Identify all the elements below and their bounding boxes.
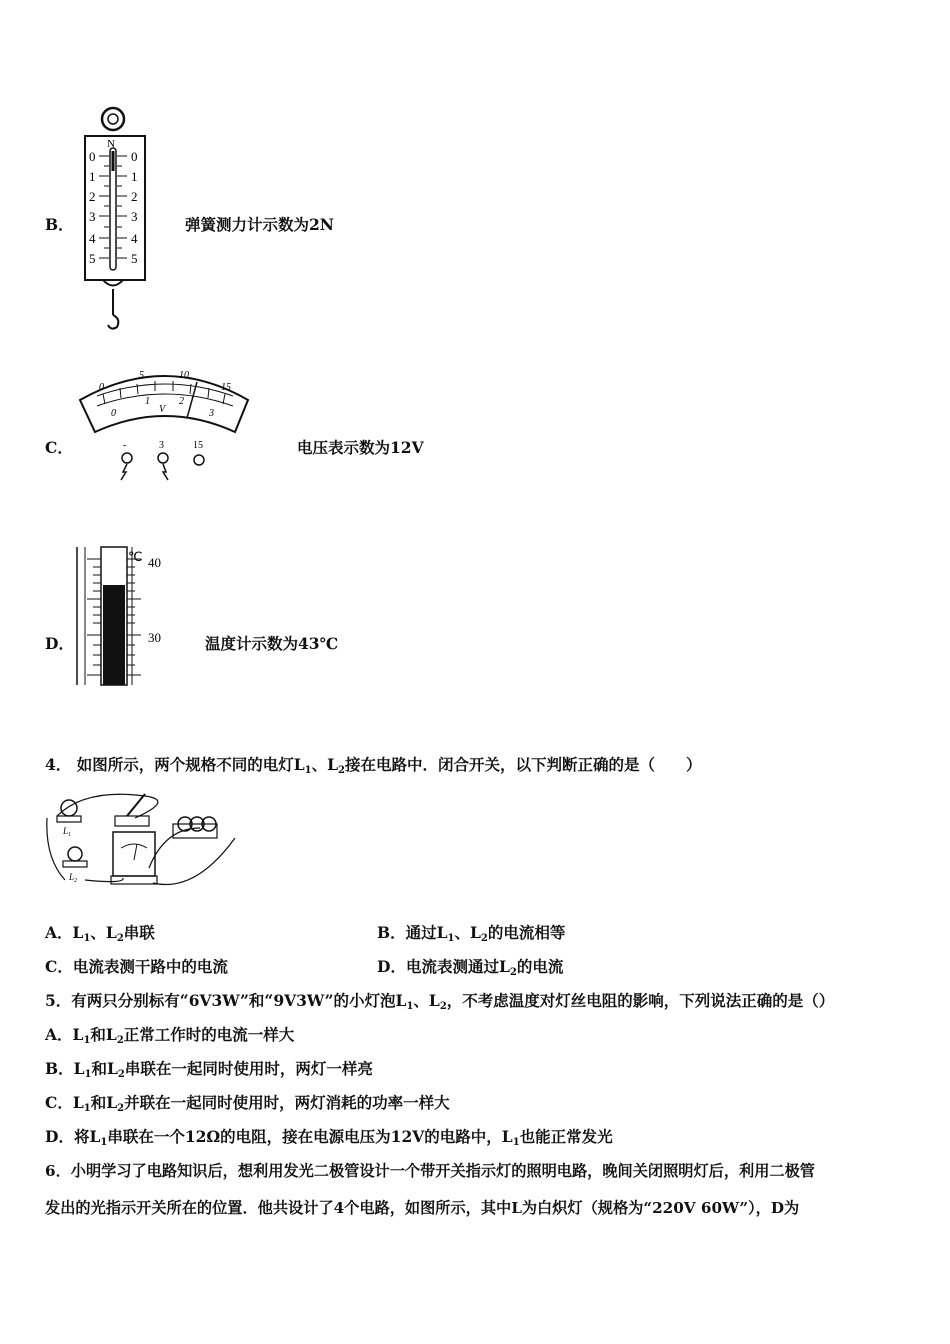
thermometer-label-40: 40 (148, 555, 161, 570)
option-c-letter: C． (45, 438, 73, 457)
q4-sub1: 1 (304, 765, 312, 776)
scale-right-2: 2 (131, 189, 138, 204)
q4-option-b: B．通过$L_1$、$L_2$的电流相等 (377, 923, 566, 944)
q5-option-a: A．$L_1$和$L_2$正常工作时的电流一样大 (45, 1025, 295, 1046)
q4-sub2: 2 (337, 765, 345, 776)
scale-right-4: 4 (131, 231, 138, 246)
circuit-label-l1: $L_1$ (63, 826, 72, 838)
v-unit: V (159, 404, 166, 415)
q4-option-c: C．电流表测干路中的电流 (45, 957, 228, 976)
v-outer-0: 0 (99, 382, 104, 393)
voltmeter-figure (75, 360, 255, 485)
v-inner-3: 3 (209, 408, 214, 419)
terminal-3: 3 (159, 440, 164, 451)
q5-option-d: D．将$L_1$串联在一个12Ω的电阻，接在电源电压为12V的电路中，$L_1$也能正常发光 (45, 1127, 613, 1148)
scale-right-1: 1 (131, 169, 138, 184)
scale-left-2: 2 (89, 189, 96, 204)
scale-left-0: 0 (89, 149, 96, 164)
option-b-letter: B． (45, 215, 74, 234)
v-outer-5: 5 (139, 370, 144, 381)
thermometer-label-30: 30 (148, 630, 161, 645)
terminal-minus: - (123, 440, 127, 451)
q4-stem-c: 接在电路中．闭合开关，以下判断正确的是（ ） (344, 755, 702, 774)
q4-stem (45, 755, 701, 775)
q5-stem: 5．有两只分别标有“6V3W”和“9V3W”的小灯泡$L_1$、$L_2$，不考虑温度对灯丝电阻的影响，下列说法正确的是（） (45, 991, 835, 1012)
option-d-statement: 温度计示数为43℃ (205, 634, 339, 653)
scale-left-5: 5 (89, 251, 96, 266)
circuit-figure (45, 788, 245, 893)
terminal-15: 15 (193, 440, 203, 451)
scale-right-5: 5 (131, 251, 138, 266)
option-d-letter: D． (45, 634, 74, 653)
scale-left-4: 4 (89, 231, 96, 246)
option-b-statement: 弹簧测力计示数为2N (185, 215, 334, 234)
q4-number: 4． (45, 755, 72, 774)
scale-right-3: 3 (131, 209, 138, 224)
v-inner-1: 1 (145, 396, 150, 407)
v-outer-15: 15 (221, 382, 231, 393)
q4-option-d: D．电流表测通过$L_2$的电流 (377, 957, 564, 978)
q5-option-c: C．$L_1$和$L_2$并联在一起同时使用时，两灯消耗的功率一样大 (45, 1093, 450, 1114)
q6-line1: 6．小明学习了电路知识后，想利用发光二极管设计一个带开关指示灯的照明电路，晚间关闭照明灯后，利用二极管 (45, 1162, 815, 1180)
thermometer-figure (70, 545, 180, 690)
spring-scale-figure (75, 103, 155, 333)
option-c-statement: 电压表示数为12V (297, 438, 424, 457)
v-inner-0: 0 (111, 408, 116, 419)
scale-right-0: 0 (131, 149, 138, 164)
thermometer-unit: ℃ (128, 549, 143, 564)
v-outer-10: 10 (179, 370, 189, 381)
q5-number: 5． (45, 991, 72, 1010)
circuit-label-l2: $L_2$ (69, 872, 78, 884)
v-inner-2: 2 (179, 396, 184, 407)
q4-stem-a: 如图所示，两个规格不同的电灯L (76, 755, 305, 774)
q6-line2: 发出的光指示开关所在的位置．他共设计了4个电路，如图所示，其中L为白炽灯（规格为“220V 60W”），D为 (45, 1199, 800, 1217)
q4-option-a: A．$L_1$、$L_2$串联 (45, 923, 155, 944)
q5-option-b: B．$L_1$和$L_2$串联在一起同时使用时，两灯一样亮 (45, 1059, 373, 1080)
scale-left-3: 3 (89, 209, 96, 224)
q4-stem-b: 、L (311, 755, 338, 774)
scale-left-1: 1 (89, 169, 96, 184)
spring-scale-unit: N (107, 138, 115, 150)
